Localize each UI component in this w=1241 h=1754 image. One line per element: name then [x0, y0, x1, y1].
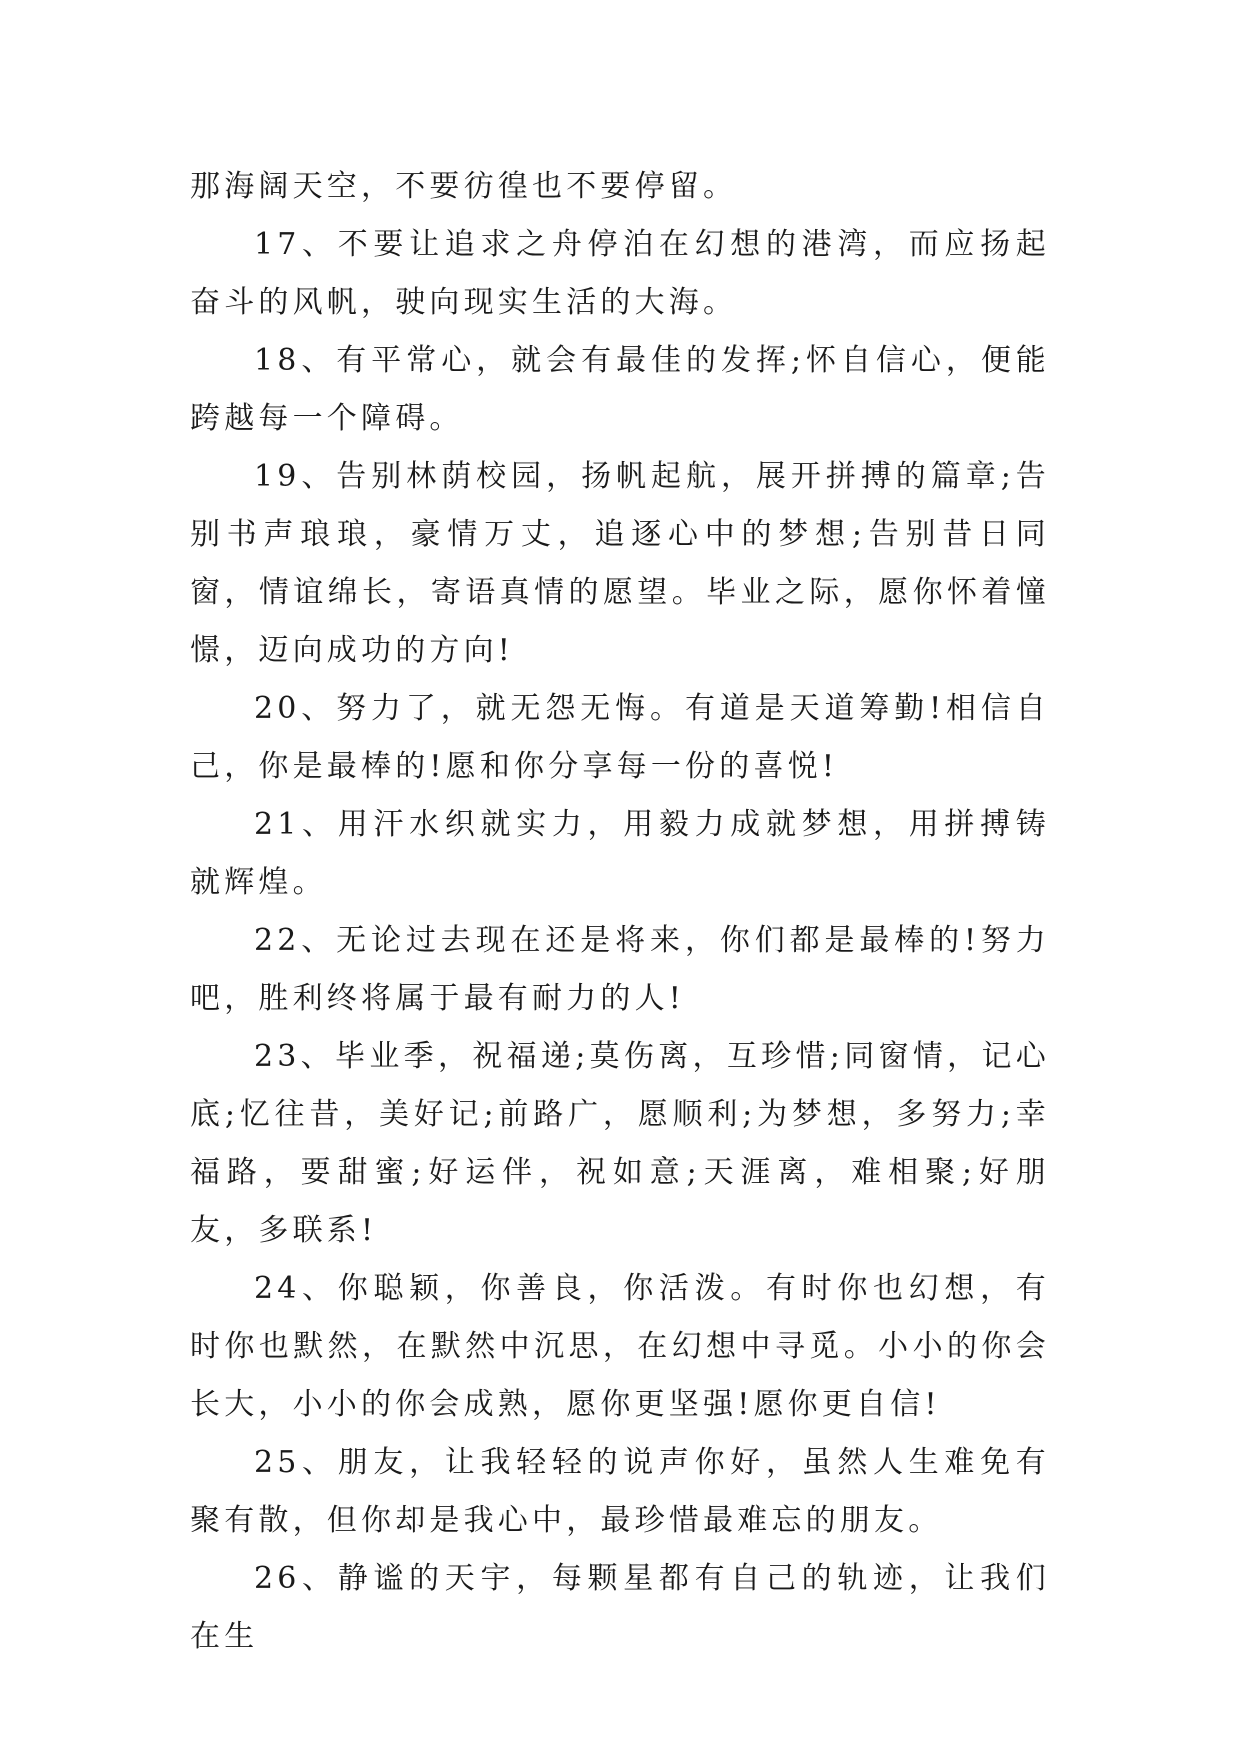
paragraph-26: 26、静谧的天宇，每颗星都有自己的轨迹，让我们在生: [190, 1561, 1050, 1654]
paragraph-25: 25、朋友，让我轻轻的说声你好，虽然人生难免有聚有散，但你却是我心中，最珍惜最难忘的朋友。: [190, 1445, 1050, 1538]
paragraph-17: 17、不要让追求之舟停泊在幻想的港湾，而应扬起奋斗的风帆，驶向现实生活的大海。: [190, 227, 1050, 320]
paragraph-24: 24、你聪颖，你善良，你活泼。有时你也幻想，有时你也默然，在默然中沉思，在幻想中寻觅。小小的你会长大，小小的你会成熟，愿你更坚强!愿你更自信!: [190, 1271, 1050, 1422]
paragraph-21: 21、用汗水织就实力，用毅力成就梦想，用拼搏铸就辉煌。: [190, 807, 1050, 900]
paragraph-20: 20、努力了，就无怨无悔。有道是天道筹勤!相信自己，你是最棒的!愿和你分享每一份的喜悦!: [190, 691, 1050, 784]
continued-line: 那海阔天空，不要彷徨也不要停留。: [190, 169, 738, 204]
paragraph-23: 23、毕业季，祝福递;莫伤离，互珍惜;同窗情，记心底;忆往昔，美好记;前路广，愿顺利;为梦想，多努力;幸福路，要甜蜜;好运伴，祝如意;天涯离，难相聚;好朋友，多联系!: [190, 1039, 1050, 1248]
paragraph-22: 22、无论过去现在还是将来，你们都是最棒的!努力吧，胜利终将属于最有耐力的人!: [190, 923, 1050, 1016]
paragraph-18: 18、有平常心，就会有最佳的发挥;怀自信心，便能跨越每一个障碍。: [190, 343, 1050, 436]
document-body: [190, 158, 1050, 1666]
paragraph-19: 19、告别林荫校园，扬帆起航，展开拼搏的篇章;告别书声琅琅，豪情万丈，追逐心中的梦想;告别昔日同窗，情谊绵长，寄语真情的愿望。毕业之际，愿你怀着憧憬，迈向成功的方向!: [190, 459, 1050, 668]
